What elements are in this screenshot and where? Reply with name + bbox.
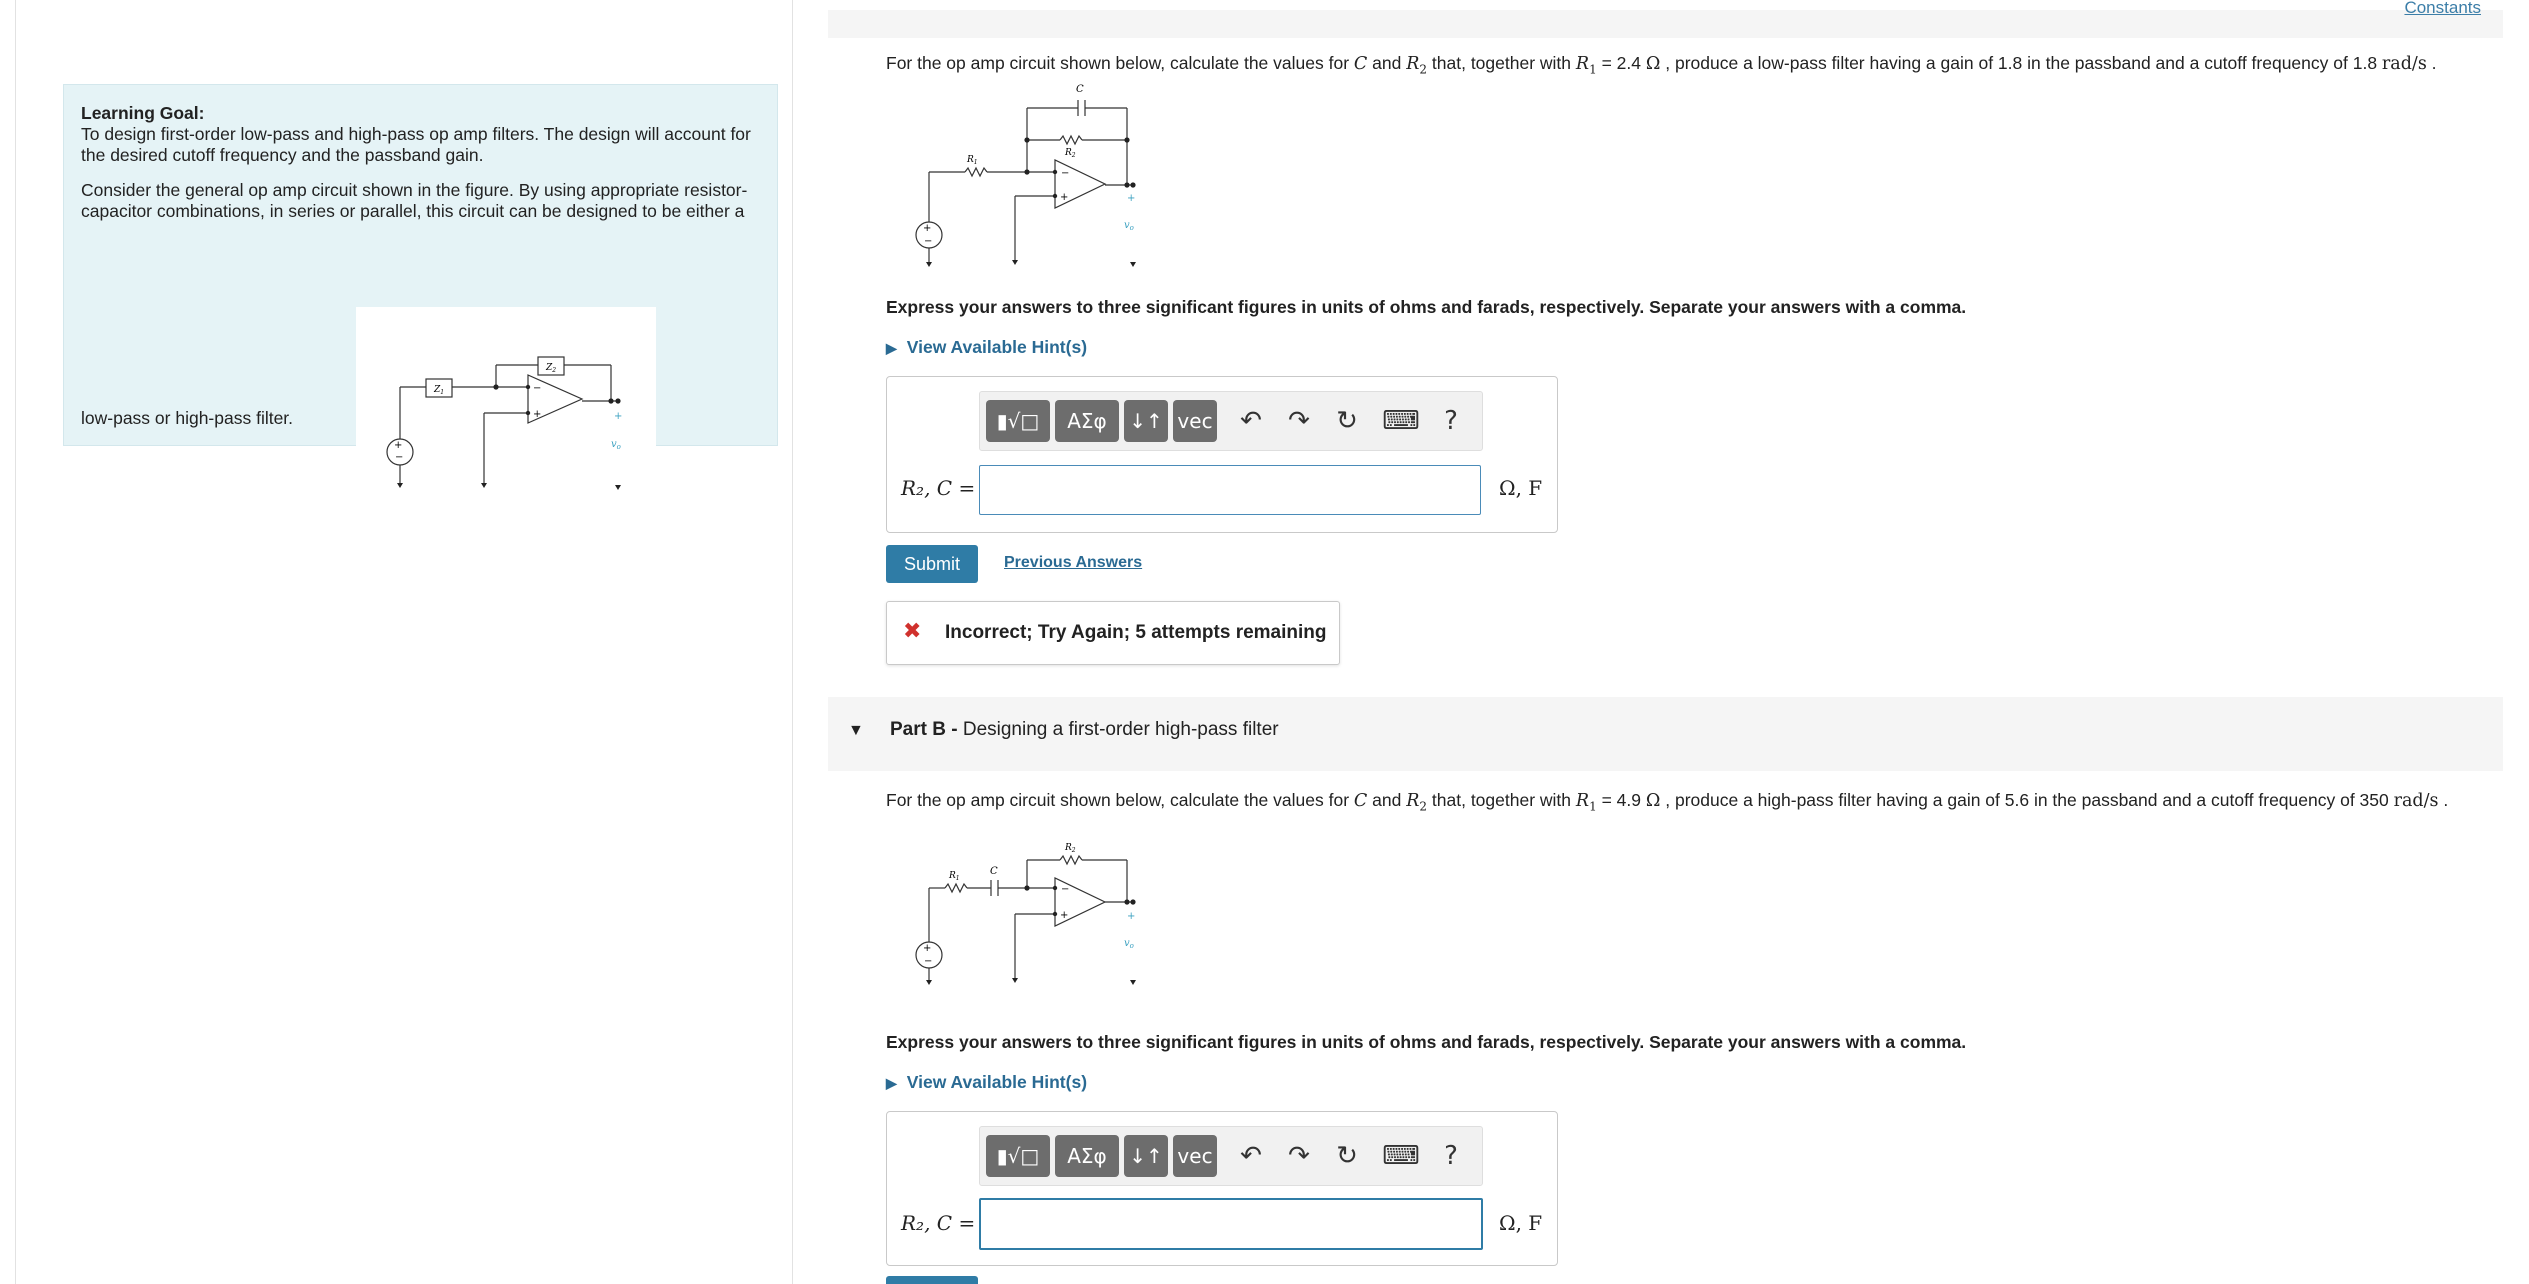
part-a-field-label: R₂, C =: [901, 476, 976, 500]
part-a-question: For the op amp circuit shown below, calculate the values for C and $R_2$ that, together with $R_1 = 2.4$ Ω , produce a low-pass filter having a gain of 1.8 in the passband and a cutoff frequency of 1.8 rad/s .: [886, 53, 2437, 77]
part-b-math-toolbar: [979, 1126, 1483, 1186]
r2-label: $R_2$: [1065, 148, 1076, 159]
opamp-plus: +: [533, 409, 542, 420]
help-icon[interactable]: ?: [1444, 406, 1458, 436]
reset-icon[interactable]: ↻: [1336, 1141, 1358, 1171]
part-b-answer-input[interactable]: [979, 1198, 1483, 1250]
vo-plus: +: [1127, 193, 1136, 204]
part-a-feedback: [886, 601, 1340, 665]
part-a-instructions: Express your answers to three significant figures in units of ohms and farads, respectively. Separate your answers with a comma.: [886, 297, 1967, 317]
arrows-button[interactable]: ↓↑: [1124, 400, 1168, 442]
source-plus: +: [923, 223, 932, 234]
r1-label: $R_1$: [967, 155, 978, 166]
r1-label: $R_1$: [949, 871, 960, 882]
incorrect-icon: ✖: [903, 619, 922, 644]
opamp-minus: −: [533, 383, 542, 394]
part-b-field-label: R₂, C =: [901, 1211, 976, 1235]
feedback-text: Incorrect; Try Again; 5 attempts remaining: [945, 622, 1327, 643]
opamp-plus: +: [1060, 192, 1069, 203]
opamp-plus: +: [1060, 910, 1069, 921]
part-b-submit-button[interactable]: [886, 1276, 978, 1284]
source-minus: −: [924, 236, 933, 247]
redo-icon[interactable]: ↷: [1288, 406, 1310, 436]
templates-button[interactable]: ▮√□: [986, 1135, 1050, 1177]
vo-plus: +: [614, 411, 623, 422]
part-a-math-toolbar: [979, 391, 1483, 451]
vo-label: $v_o$: [1124, 220, 1134, 232]
capacitor-label: C: [990, 866, 998, 877]
greek-symbols-button[interactable]: ΑΣφ: [1055, 400, 1119, 442]
part-b-hints-toggle[interactable]: ▶ View Available Hint(s): [886, 1072, 1088, 1092]
previous-answers-link[interactable]: Previous Answers: [1004, 554, 1143, 571]
source-plus: +: [923, 943, 932, 954]
part-a-hints-toggle[interactable]: ▶ View Available Hint(s): [886, 337, 1088, 357]
part-b-answer-box: [886, 1111, 1558, 1266]
redo-icon[interactable]: ↷: [1288, 1141, 1310, 1171]
submit-button[interactable]: Submit: [886, 545, 978, 583]
z2-label: $Z_2$: [546, 363, 557, 374]
part-b-highpass-circuit: [905, 830, 1165, 1000]
part-a-units: Ω, F: [1499, 476, 1543, 500]
learning-goal-paragraph: Consider the general op amp circuit shown in the figure. By using appropriate resistor-capacitor combinations, in series or parallel, this circuit can be designed to be either a: [81, 180, 748, 221]
part-b-instructions: Express your answers to three significant figures in units of ohms and farads, respectively. Separate your answers with a comma.: [886, 1032, 1967, 1052]
z1-label: $Z_1$: [434, 385, 445, 396]
opamp-minus: −: [1061, 884, 1070, 895]
part-a-header-band: [828, 0, 2503, 38]
learning-goal-box: [63, 84, 778, 463]
part-b-header[interactable]: [828, 697, 2503, 771]
column-divider: [792, 0, 793, 1284]
keyboard-icon[interactable]: ⌨: [1382, 406, 1420, 436]
opamp-minus: −: [1061, 168, 1070, 179]
part-a-answer-box: [886, 376, 1558, 533]
source-plus: +: [394, 440, 403, 451]
caret-right-icon: ▶: [886, 1075, 897, 1091]
greek-symbols-button[interactable]: ΑΣφ: [1055, 1135, 1119, 1177]
part-a-lowpass-circuit: [905, 80, 1165, 280]
keyboard-icon[interactable]: ⌨: [1382, 1141, 1420, 1171]
reset-icon[interactable]: ↻: [1336, 406, 1358, 436]
general-opamp-figure: [356, 307, 656, 507]
part-b-title: Part B - Designing a first-order high-pass filter: [890, 719, 1279, 740]
problem-intro-column: [0, 0, 792, 1284]
undo-icon[interactable]: ↶: [1240, 1141, 1262, 1171]
part-b-units: Ω, F: [1499, 1211, 1543, 1235]
general-opamp-diagram: [356, 307, 656, 507]
arrows-button[interactable]: ↓↑: [1124, 1135, 1168, 1177]
part-b-question: For the op amp circuit shown below, calculate the values for C and $R_2$ that, together with $R_1 = 4.9$ Ω , produce a high-pass filter having a gain of 5.6 in the passband and a cutoff frequency of 350 rad/s .: [886, 790, 2449, 814]
vo-plus: +: [1127, 911, 1136, 922]
learning-goal-text: To design first-order low-pass and high-pass op amp filters. The design will account for the desired cutoff frequency and the passband gain.: [81, 124, 751, 165]
constants-link[interactable]: Constants: [2404, 0, 2481, 17]
left-border: [15, 0, 16, 1284]
vector-button[interactable]: vec: [1173, 400, 1217, 442]
undo-icon[interactable]: ↶: [1240, 406, 1262, 436]
source-minus: −: [395, 452, 404, 463]
part-a-answer-input[interactable]: [979, 465, 1481, 515]
learning-goal-heading: Learning Goal:: [81, 103, 205, 123]
collapse-caret-icon[interactable]: ▼: [848, 722, 864, 739]
vo-label: $v_o$: [611, 439, 621, 451]
r2-label: $R_2$: [1065, 843, 1076, 854]
capacitor-label: C: [1076, 84, 1084, 95]
vo-label: $v_o$: [1124, 938, 1134, 950]
learning-goal-trailing: low-pass or high-pass filter.: [81, 408, 294, 428]
templates-button[interactable]: ▮√□: [986, 400, 1050, 442]
caret-right-icon: ▶: [886, 340, 897, 356]
help-icon[interactable]: ?: [1444, 1141, 1458, 1171]
vector-button[interactable]: vec: [1173, 1135, 1217, 1177]
source-minus: −: [924, 956, 933, 967]
